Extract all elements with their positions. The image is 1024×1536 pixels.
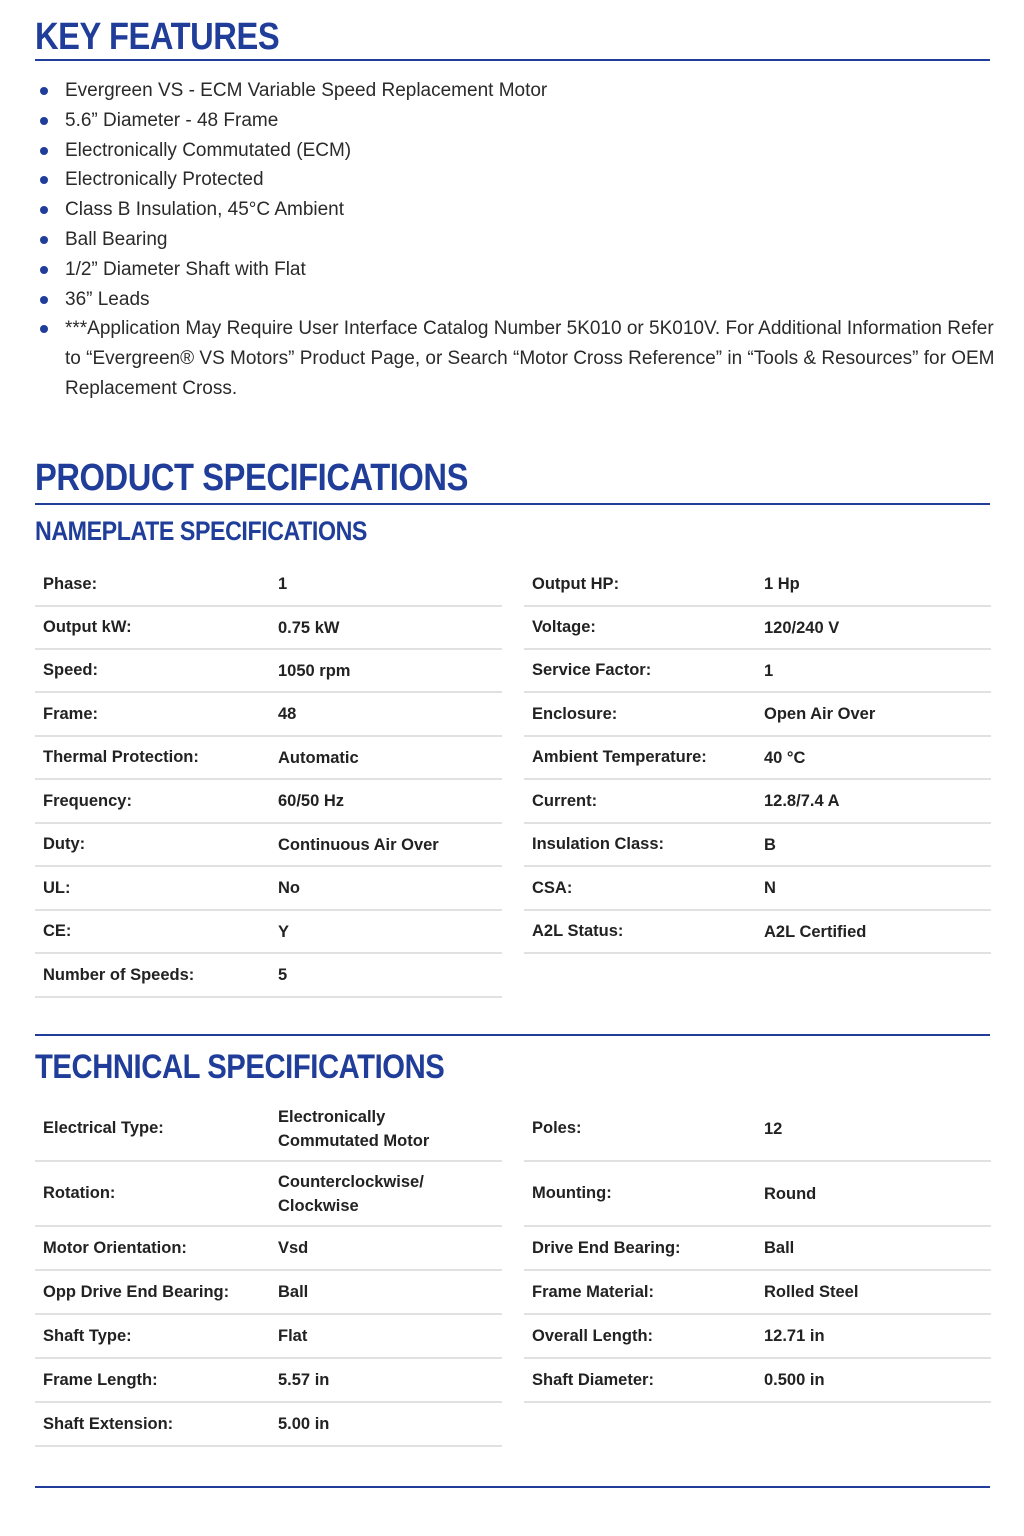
spec-row xyxy=(524,867,991,911)
spec-row xyxy=(35,1315,502,1359)
spec-label: Shaft Diameter: xyxy=(532,1370,654,1389)
spec-row xyxy=(35,824,502,867)
spec-label: Shaft Extension: xyxy=(43,1414,174,1433)
spec-row xyxy=(35,693,502,737)
spec-value: No xyxy=(278,879,300,897)
spec-label: Insulation Class: xyxy=(532,835,665,853)
spec-row xyxy=(35,1359,502,1403)
bullet-icon xyxy=(40,266,48,274)
spec-value: 12.8/7.4 A xyxy=(764,792,840,810)
feature-item: Ball Bearing xyxy=(35,225,995,255)
spec-value: 60/50 Hz xyxy=(278,792,345,810)
spec-row xyxy=(35,911,502,954)
feature-item: 1/2” Diameter Shaft with Flat xyxy=(35,255,995,285)
spec-label: Output kW: xyxy=(43,618,132,636)
spec-value: Vsd xyxy=(278,1239,309,1257)
spec-value: 5 xyxy=(278,966,288,984)
spec-value: 12 xyxy=(764,1119,783,1138)
spec-value: 1 xyxy=(278,575,288,593)
feature-item: 5.6” Diameter - 48 Frame xyxy=(35,106,995,136)
spec-value: A2L Certified xyxy=(764,922,867,941)
spec-label: Phase: xyxy=(43,574,98,593)
spec-label: Poles: xyxy=(532,1119,582,1137)
spec-label: Output HP: xyxy=(532,574,620,593)
spec-value: Ball xyxy=(278,1283,309,1301)
spec-value: 48 xyxy=(278,705,297,723)
spec-label: CE: xyxy=(43,922,72,940)
bullet-icon xyxy=(40,325,48,333)
spec-row xyxy=(524,650,991,693)
spec-row xyxy=(35,563,502,607)
spec-row xyxy=(35,737,502,780)
spec-row xyxy=(524,1162,991,1227)
product-specifications-divider xyxy=(35,503,990,505)
bullet-icon xyxy=(40,296,48,304)
technical-table-left xyxy=(35,1097,502,1447)
spec-value: Electronically Commutated Motor xyxy=(278,1107,430,1150)
spec-value: Counterclockwise/ Clockwise xyxy=(278,1172,424,1215)
spec-label: Electrical Type: xyxy=(43,1119,164,1137)
spec-label: Frequency: xyxy=(43,791,132,810)
spec-value: Automatic xyxy=(278,748,359,767)
feature-item: Evergreen VS - ECM Variable Speed Replacement Motor xyxy=(35,76,995,106)
spec-row xyxy=(35,867,502,911)
bullet-icon xyxy=(40,236,48,244)
bullet-icon xyxy=(40,147,48,155)
spec-value: Ball xyxy=(764,1239,795,1257)
spec-label: Enclosure: xyxy=(532,704,618,723)
key-features-divider xyxy=(35,59,990,61)
bullet-icon xyxy=(40,117,48,125)
spec-value: 40 °C xyxy=(764,748,806,767)
technical-specifications-bottom-divider xyxy=(35,1486,990,1488)
spec-label: Frame Length: xyxy=(43,1370,158,1389)
feature-item: 36” Leads xyxy=(35,285,995,315)
spec-row xyxy=(524,563,991,607)
feature-item: Electronically Protected xyxy=(35,165,995,195)
spec-value: Flat xyxy=(278,1327,308,1345)
spec-row xyxy=(35,1227,502,1271)
spec-value: Rolled Steel xyxy=(764,1283,859,1301)
spec-value: Open Air Over xyxy=(764,705,876,723)
spec-value: N xyxy=(764,879,776,897)
technical-specifications-heading: TECHNICAL SPECIFICATIONS xyxy=(35,1048,445,1086)
spec-value: 1 xyxy=(764,661,774,680)
spec-label: Service Factor: xyxy=(532,661,652,679)
spec-row xyxy=(524,693,991,737)
spec-value: 0.75 kW xyxy=(278,618,340,637)
spec-label: Drive End Bearing: xyxy=(532,1238,681,1257)
spec-value: 5.57 in xyxy=(278,1371,330,1389)
spec-value: 5.00 in xyxy=(278,1415,330,1433)
spec-row xyxy=(524,780,991,824)
spec-row xyxy=(524,1227,991,1271)
spec-value: Round xyxy=(764,1184,817,1203)
spec-label: Overall Length: xyxy=(532,1326,654,1345)
spec-label: Mounting: xyxy=(532,1184,612,1202)
spec-label: Frame Material: xyxy=(532,1282,654,1301)
spec-row xyxy=(35,1162,502,1227)
spec-label: Number of Speeds: xyxy=(43,965,195,984)
feature-item: ***Application May Require User Interface Catalog Number 5K010 or 5K010V. For Additional Information Refer to “Evergreen® VS Motors” Product Page, or Search “Motor Cross Reference” in “Tools & Resources” for OEM Replacement Cross. xyxy=(35,314,995,403)
spec-row xyxy=(524,824,991,867)
technical-specifications-top-divider xyxy=(35,1034,990,1036)
spec-row xyxy=(524,1315,991,1359)
nameplate-specifications-heading: NAMEPLATE SPECIFICATIONS xyxy=(35,516,367,546)
spec-row xyxy=(524,911,991,954)
feature-item: Electronically Commutated (ECM) xyxy=(35,136,995,166)
spec-label: Opp Drive End Bearing: xyxy=(43,1282,230,1301)
bullet-icon xyxy=(40,176,48,184)
spec-value: 120/240 V xyxy=(764,618,840,637)
spec-value: 0.500 in xyxy=(764,1371,825,1389)
spec-row xyxy=(35,1271,502,1315)
key-features-list xyxy=(35,76,995,404)
spec-value: Continuous Air Over xyxy=(278,835,439,854)
spec-label: Motor Orientation: xyxy=(43,1238,187,1257)
spec-value: Y xyxy=(278,922,290,941)
spec-label: Current: xyxy=(532,791,598,810)
spec-label: Frame: xyxy=(43,704,99,723)
spec-row xyxy=(35,1403,502,1447)
nameplate-table-left xyxy=(35,563,502,998)
key-features-heading: KEY FEATURES xyxy=(35,16,280,58)
spec-value: 1050 rpm xyxy=(278,661,351,680)
spec-label: Thermal Protection: xyxy=(43,748,199,766)
spec-row xyxy=(35,607,502,650)
spec-label: Shaft Type: xyxy=(43,1326,132,1345)
spec-label: UL: xyxy=(43,878,71,897)
bullet-icon xyxy=(40,87,48,95)
spec-row xyxy=(524,1097,991,1162)
spec-value: 1 Hp xyxy=(764,575,800,593)
spec-row xyxy=(524,607,991,650)
technical-table-right xyxy=(524,1097,991,1403)
product-specifications-heading: PRODUCT SPECIFICATIONS xyxy=(35,457,468,499)
spec-row xyxy=(524,1359,991,1403)
spec-row xyxy=(524,1271,991,1315)
spec-row xyxy=(35,1097,502,1162)
feature-item: Class B Insulation, 45°C Ambient xyxy=(35,195,995,225)
spec-label: CSA: xyxy=(532,878,573,897)
nameplate-table-right xyxy=(524,563,991,954)
spec-label: A2L Status: xyxy=(532,922,624,940)
spec-label: Rotation: xyxy=(43,1184,116,1202)
spec-row xyxy=(35,780,502,824)
spec-row xyxy=(35,650,502,693)
spec-row xyxy=(35,954,502,998)
spec-label: Duty: xyxy=(43,835,86,853)
spec-label: Ambient Temperature: xyxy=(532,748,707,766)
spec-label: Voltage: xyxy=(532,618,596,636)
spec-value: B xyxy=(764,835,776,854)
spec-value: 12.71 in xyxy=(764,1327,825,1345)
spec-row xyxy=(524,737,991,780)
spec-label: Speed: xyxy=(43,661,99,679)
bullet-icon xyxy=(40,206,48,214)
